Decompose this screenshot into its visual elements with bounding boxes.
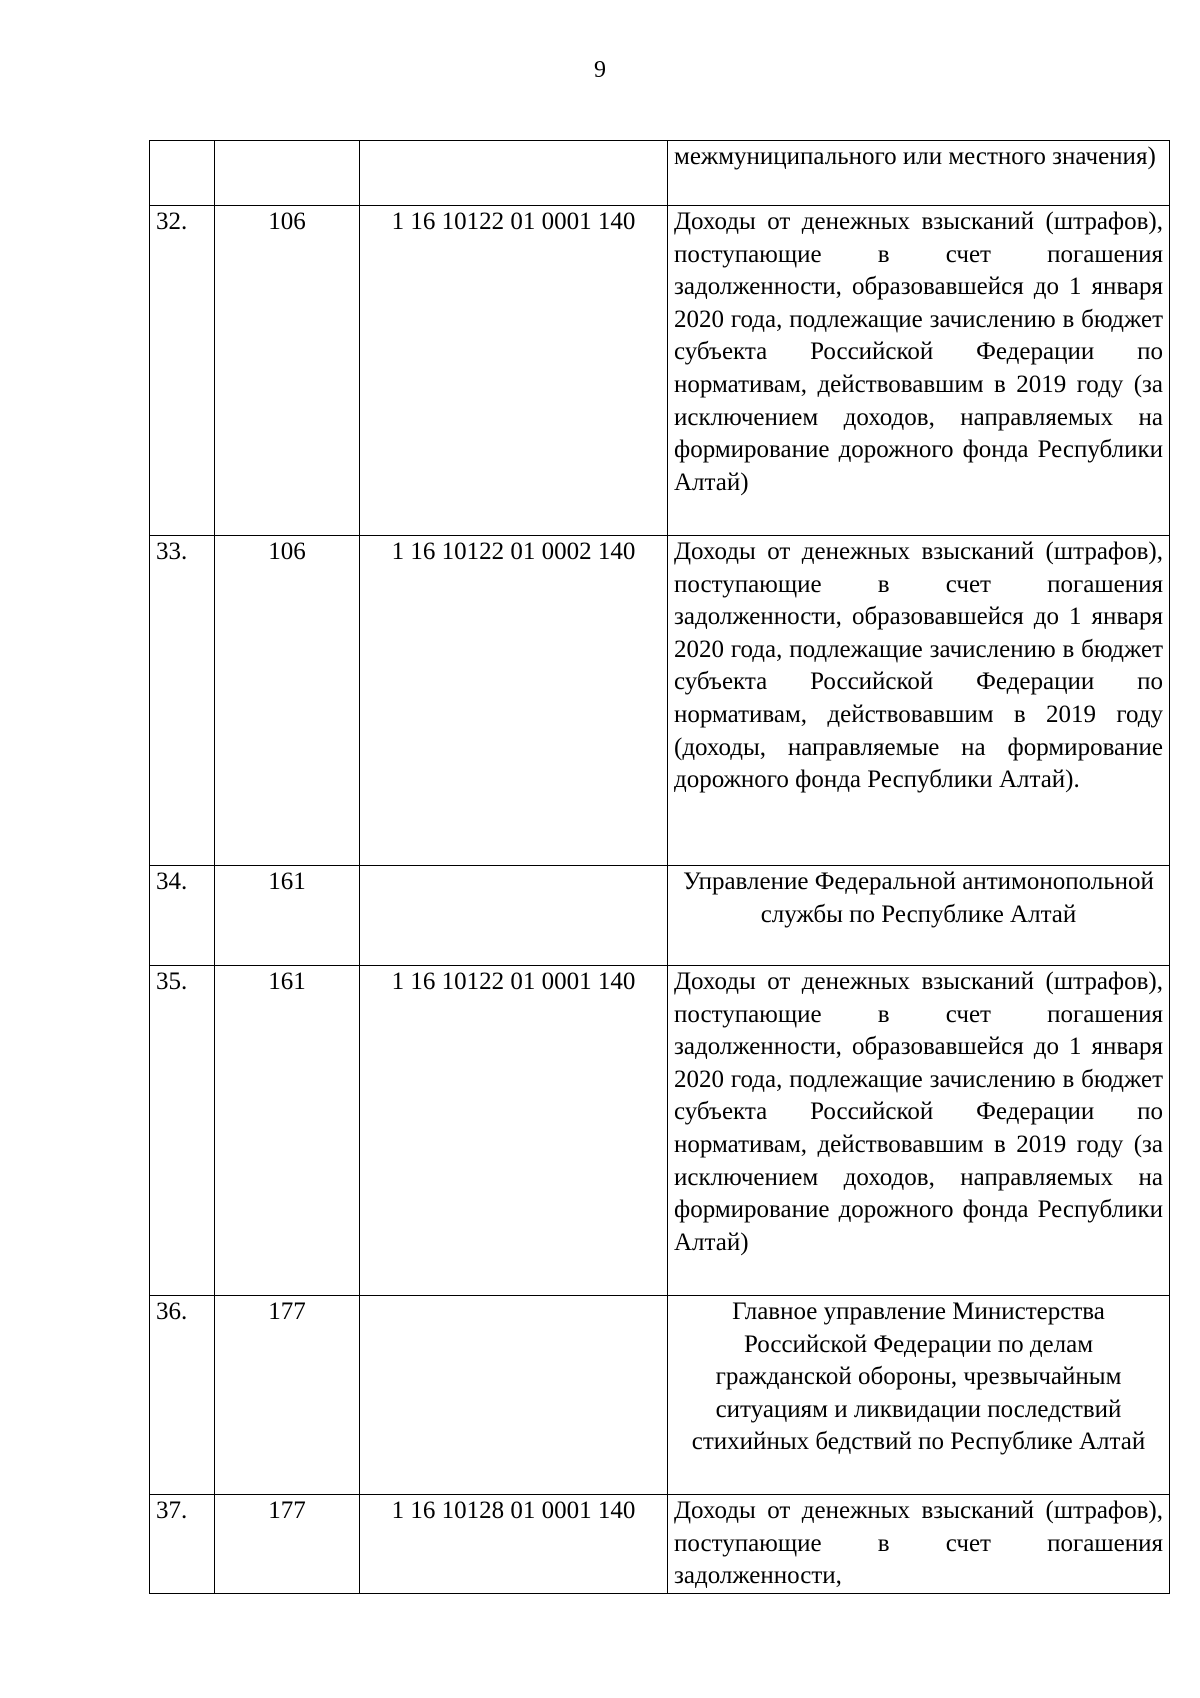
admin-code: 161 xyxy=(215,966,360,1296)
agency-name: Управление Федеральной антимонопольной службы по Республике Алтай xyxy=(668,866,1170,966)
table-row xyxy=(150,141,1170,206)
admin-code: 161 xyxy=(215,866,360,966)
row-number: 34. xyxy=(150,866,215,966)
table-row xyxy=(150,1495,1170,1594)
kbk-code xyxy=(360,1296,668,1495)
row-number xyxy=(150,141,215,206)
kbk-code: 1 16 10122 01 0001 140 xyxy=(360,966,668,1296)
revenue-description: Доходы от денежных взысканий (штрафов), поступающие в счет погашения задолженности, xyxy=(668,1495,1170,1594)
revenue-table xyxy=(149,140,1170,1594)
kbk-code xyxy=(360,141,668,206)
row-number: 32. xyxy=(150,206,215,536)
admin-code: 106 xyxy=(215,536,360,866)
row-number: 36. xyxy=(150,1296,215,1495)
kbk-code: 1 16 10122 01 0001 140 xyxy=(360,206,668,536)
kbk-code xyxy=(360,866,668,966)
table-row xyxy=(150,966,1170,1296)
table-row xyxy=(150,206,1170,536)
admin-code: 106 xyxy=(215,206,360,536)
revenue-description: Доходы от денежных взысканий (штрафов), поступающие в счет погашения задолженности, образовавшейся до 1 января 2020 года, подлежащие зачислению в бюджет субъекта Российской Федерации по нормативам, действовавшим в 2019 году (за исключением доходов, направляемых на формирование дорожного фонда Республики Алтай) xyxy=(668,206,1170,536)
row-number: 33. xyxy=(150,536,215,866)
page-number: 9 xyxy=(594,57,606,83)
revenue-description: Доходы от денежных взысканий (штрафов), поступающие в счет погашения задолженности, образовавшейся до 1 января 2020 года, подлежащие зачислению в бюджет субъекта Российской Федерации по нормативам, действовавшим в 2019 году (за исключением доходов, направляемых на формирование дорожного фонда Республики Алтай) xyxy=(668,966,1170,1296)
admin-code: 177 xyxy=(215,1495,360,1594)
kbk-code: 1 16 10122 01 0002 140 xyxy=(360,536,668,866)
row-number: 37. xyxy=(150,1495,215,1594)
admin-code xyxy=(215,141,360,206)
admin-code: 177 xyxy=(215,1296,360,1495)
table-row xyxy=(150,536,1170,866)
revenue-description: Доходы от денежных взысканий (штрафов), поступающие в счет погашения задолженности, образовавшейся до 1 января 2020 года, подлежащие зачислению в бюджет субъекта Российской Федерации по нормативам, действовавшим в 2019 году (доходы, направляемые на формирование дорожного фонда Республики Алтай). xyxy=(668,536,1170,866)
revenue-description: межмуниципального или местного значения) xyxy=(668,141,1170,206)
row-number: 35. xyxy=(150,966,215,1296)
kbk-code: 1 16 10128 01 0001 140 xyxy=(360,1495,668,1594)
agency-name: Главное управление Министерства Российской Федерации по делам гражданской обороны, чрезвычайным ситуациям и ликвидации последствий стихийных бедствий по Республике Алтай xyxy=(668,1296,1170,1495)
table-row xyxy=(150,1296,1170,1495)
table-row xyxy=(150,866,1170,966)
